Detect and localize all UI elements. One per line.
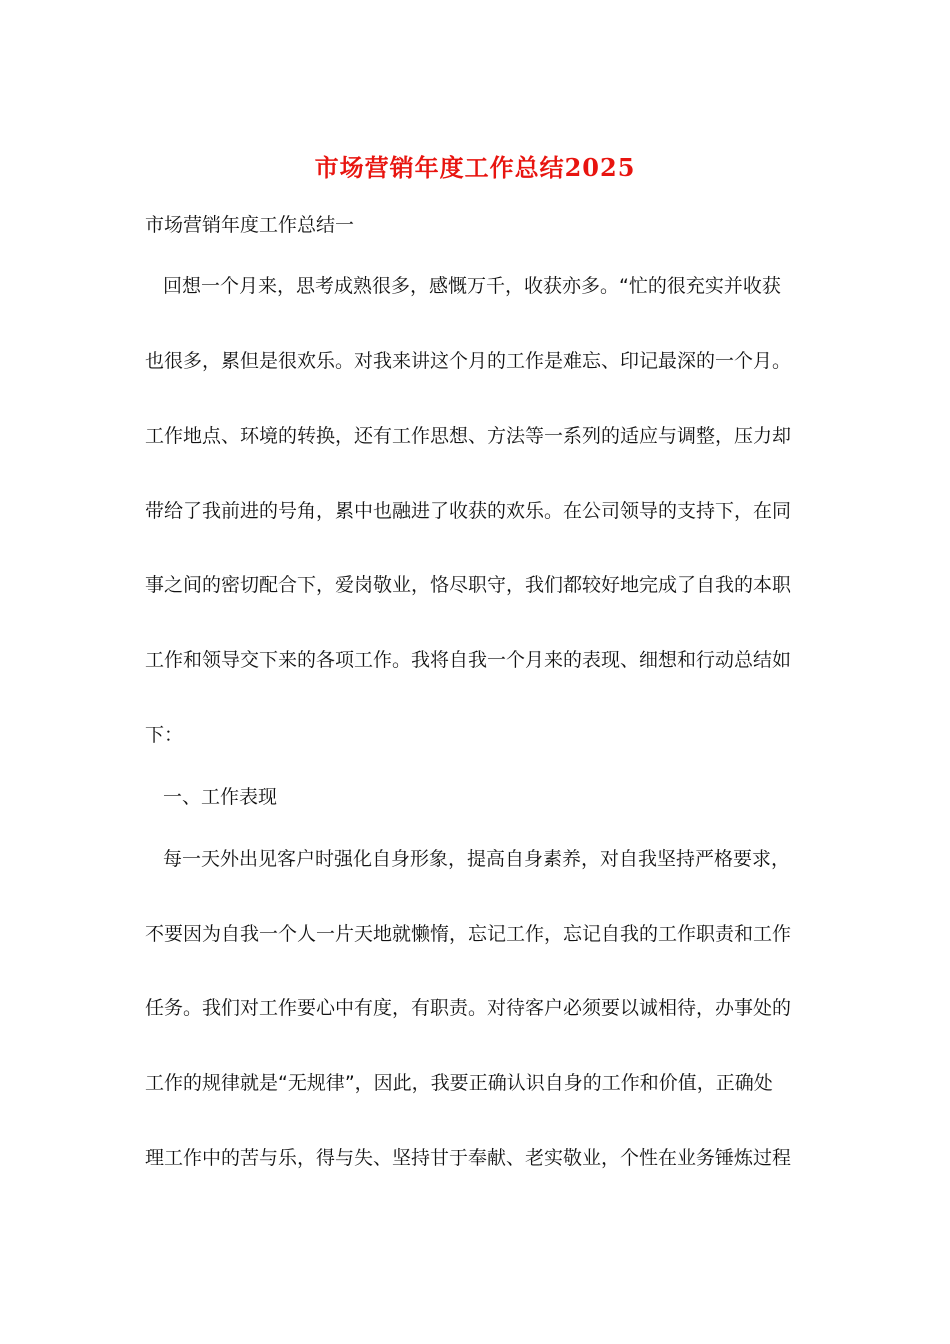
paragraph-line: 不要因为自我一个人一片天地就懒惰，忘记工作，忘记自我的工作职责和工作 [145,923,792,945]
paragraph-line: 任务。我们对工作要心中有度，有职责。对待客户必须要以诚相待，办事处的 [145,997,792,1019]
document-title: 市场营销年度工作总结2025 [314,153,636,182]
paragraph-line: 工作地点、环境的转换，还有工作思想、方法等一系列的适应与调整，压力却 [145,425,792,447]
paragraph-line: 理工作中的苦与乐，得与失、坚持甘于奉献、老实敬业，个性在业务锤炼过程 [145,1147,792,1169]
paragraph-line: 每一天外出见客户时强化自身形象，提高自身素养，对自我坚持严格要求， [163,848,791,870]
paragraph-line: 带给了我前进的号角，累中也融进了收获的欢乐。在公司领导的支持下，在同 [145,500,792,522]
paragraph-line: 也很多，累但是很欢乐。对我来讲这个月的工作是难忘、印记最深的一个月。 [145,350,792,372]
paragraph-line: 工作和领导交下来的各项工作。我将自我一个月来的表现、细想和行动总结如 [145,649,792,671]
section-heading: 一、工作表现 [163,786,278,808]
paragraph-line: 事之间的密切配合下，爱岗敬业，恪尽职守，我们都较好地完成了自我的本职 [145,574,792,596]
paragraph-line: 工作的规律就是“无规律”，因此，我要正确认识自身的工作和价值，正确处 [145,1072,773,1094]
document-subtitle: 市场营销年度工作总结一 [145,214,355,236]
paragraph-line: 下： [145,724,184,746]
paragraph-line: 回想一个月来，思考成熟很多，感慨万千，收获亦多。“忙的很充实并收获 [163,275,781,297]
